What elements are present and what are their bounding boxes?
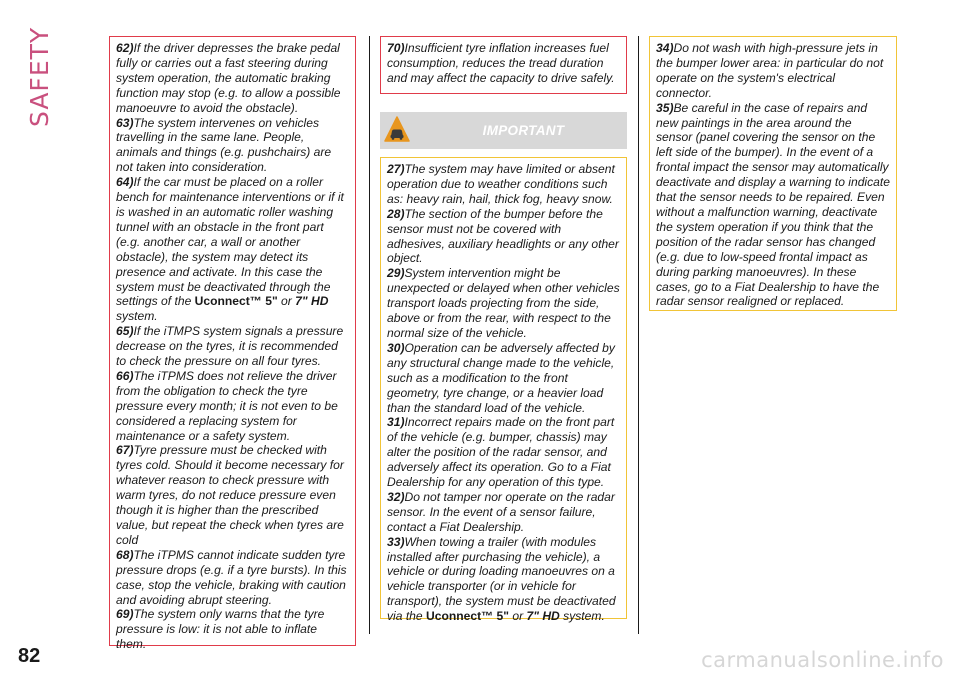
note-63 [116,116,349,176]
note-text: Insufficient tyre inflation increases fuel consumption, reduces the tread duration and may affect the capacity to drive safely. [387,41,615,85]
note-number: 66) [116,368,134,383]
note-31 [387,415,620,490]
note-text: The iTPMS does not relieve the driver from the obligation to check the tyre pressure every month; it is not even to be considered a replacing system for maintenance or a safety system. [116,368,338,443]
note-66 [116,369,349,444]
note-68 [116,548,349,608]
note-33 [387,535,620,624]
uconnect-5-label: Uconnect™ 5" [194,294,278,309]
section-title [22,26,62,162]
note-text: The system may have limited or absent operation due to weather conditions such as: heavy rain, hail, thick fog, heavy snow. [387,162,615,206]
note-65 [116,324,349,369]
page-number: 82 [18,645,41,667]
note-text: The system only warns that the tyre pressure is low: it is not able to inflate them. [116,607,325,652]
note-number: 65) [116,324,134,339]
important-heading: IMPORTANT [482,123,565,138]
note-70 [387,41,620,86]
uconnect-7hd-label: 7" HD [526,609,560,624]
note-text: If the iTMPS system signals a pressure decrease on the tyres, it is recommended to check the pressure on all four tyres. [116,324,344,369]
note-text: If the driver depresses the brake pedal fully or carries out a fast steering during system operation, the automatic braking function may stop (e.g. to allow a possible manoeuvre to avoid the obstacle). [116,41,341,115]
note-number: 30) [387,340,405,355]
note-text: or [509,609,527,624]
section-title-text: SAFETY [25,26,54,127]
note-69 [116,607,349,652]
note-number: 34) [656,41,674,55]
note-text: Operation can be adversely affected by any structural change made to the vehicle, such as a modification to the front geometry, tyre change, or a heavier load than the standard load of the vehicle. [387,340,615,415]
uconnect-7hd-label: 7" HD [295,294,329,309]
note-number: 29) [387,266,405,281]
warning-box-column1 [109,36,356,652]
note-number: 35) [656,100,674,115]
note-text: System intervention might be unexpected or delayed when other vehicles transport loads projecting from the side, above or from the rear, with respect to the normal size of the vehicle. [387,266,620,340]
note-text: Do not wash with high-pressure jets in the bumper lower area: in particular do not operate on the system's electrical connector. [656,41,884,100]
note-35 [656,101,890,310]
note-text: The section of the bumper before the sensor must not be covered with adhesives, auxiliary headlights or any other object. [387,206,619,266]
note-27 [387,162,620,207]
note-text: system. [559,609,605,624]
note-number: 31) [387,415,405,430]
note-30 [387,341,620,416]
note-number: 67) [116,443,134,458]
car-warning-icon [384,116,410,144]
watermark: carmanualsonline.info [701,648,944,672]
note-text: The system intervenes on vehicles travelling in the same lane. People, animals and things (e.g. pushchairs) are not taken into consideration. [116,115,332,175]
note-text: system. [116,309,158,324]
note-number: 33) [387,534,405,549]
note-text: Be careful in the case of repairs and new paintings in the area around the sensor (panel covering the sensor on the left side of the bumper). In the event of a frontal impact the sensor may automatically deactivate and display a warning to indicate that the sensor needs to be repaired. Even without a malfunction warning, deactivate the system operation if you think that the position of the radar sensor has changed (e.g. due to low-speed frontal impact as during parking manoeuvres). In these cases, go to a Fiat Dealership to have the radar sensor realigned or replaced. [656,100,890,309]
note-number: 68) [116,547,134,562]
note-number: 64) [116,175,134,190]
warning-box-column2 [380,36,627,94]
note-29 [387,266,620,341]
note-number: 27) [387,162,405,176]
note-28 [387,207,620,267]
note-64 [116,175,349,324]
note-67 [116,443,349,547]
uconnect-5-label: Uconnect™ 5" [426,609,510,624]
note-number: 28) [387,206,405,221]
note-32 [387,490,620,535]
note-number: 32) [387,489,405,504]
important-heading-bar [380,112,627,149]
note-62 [116,41,349,116]
note-text: Incorrect repairs made on the front part of the vehicle (e.g. bumper, chassis) may alter the position of the radar sensor, and adversely affect its operation. Go to a Fiat Dealership for any operation of this type. [387,415,615,490]
important-box-column2 [380,157,627,624]
note-text: or [277,294,296,309]
note-number: 62) [116,41,134,55]
note-text: The iTPMS cannot indicate sudden tyre pressure drops (e.g. if a tyre bursts). In this case, stop the vehicle, braking with caution and avoiding abrupt steering. [116,547,347,607]
column-divider [638,36,639,634]
note-text: Tyre pressure must be checked with tyres cold. Should it become necessary for whatever reason to check pressure with warm tyres, do not reduce pressure even though it is higher than the prescribed value, but repeat the check when tyres are cold [116,443,344,547]
note-text: Do not tamper nor operate on the radar sensor. In the event of a sensor failure, contact a Fiat Dealership. [387,489,615,534]
note-text: If the car must be placed on a roller bench for maintenance interventions or if it is washed in an automatic roller washing tunnel with an obstacle in the front part (e.g. another car, a wall or another obstacle), the system may detect its presence and activate. In this case the system must be deactivated through the settings of the [116,175,344,309]
note-34 [656,41,890,101]
important-box-column3 [649,36,897,311]
column-divider [369,36,370,634]
note-number: 63) [116,115,134,130]
note-number: 69) [116,607,134,622]
note-number: 70) [387,41,405,55]
note-text: When towing a trailer (with modules installed after purchasing the vehicle), a vehicle or during loading manoeuvres on a vehicle transporter (or in vehicle for transport), the system must be deactivated via the [387,534,616,624]
